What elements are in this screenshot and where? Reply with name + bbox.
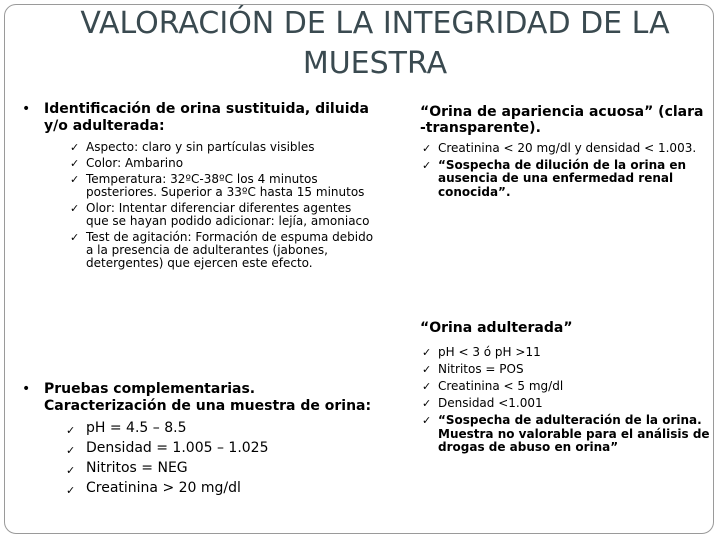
list-pruebas [66,418,366,498]
checkmark-icon: ✓ [422,414,432,427]
list-item: ✓ “Sospecha de dilución de la orina en ausencia de una enfermedad renal conocida”. [422,157,687,199]
checkmark-icon: ✓ [70,141,80,154]
list-item: ✓ Olor: Intentar diferenciar diferentes agentes que se hayan podido adicionar: lejía, amoniaco [70,201,370,228]
checkmark-icon: ✓ [70,173,80,186]
list-item: ✓ Densidad <1.001 [422,396,543,410]
list-acuosa [422,142,712,199]
checkmark-icon: ✓ [422,397,432,410]
checkmark-icon: ✓ [422,158,432,172]
bullet-dot-icon: • [22,381,31,397]
checkmark-icon: ✓ [66,484,76,497]
section-heading-identificacion: Identificación de orina sustituida, diluida y/o adulterada: [44,101,369,134]
section-heading-pruebas: Pruebas complementarias. Caracterización de una muestra de orina: [44,381,372,414]
checkmark-icon: ✓ [422,142,432,155]
checkmark-icon: ✓ [66,464,76,477]
list-item: ✓ pH = 4.5 – 8.5 [66,418,366,438]
list-item: ✓ Nitritos = NEG [66,458,366,478]
checkmark-icon: ✓ [422,346,432,359]
list-item: ✓ Nitritos = POS [422,362,524,376]
checkmark-icon: ✓ [70,157,80,170]
section-heading-acuosa: “Orina de apariencia acuosa” (clara -transparente). [420,104,704,136]
checkmark-icon: ✓ [66,424,76,437]
list-item: ✓ Aspecto: claro y sin partículas visibles [70,140,315,154]
section-heading-adulterada: “Orina adulterada” [420,320,573,336]
list-item: ✓ Creatinina > 20 mg/dl [66,478,366,498]
checkmark-icon: ✓ [422,380,432,393]
list-item: ✓ Temperatura: 32ºC-38ºC los 4 minutos posteriores. Superior a 33ºC hasta 15 minutos [70,172,365,199]
checkmark-icon: ✓ [70,202,80,215]
list-identificacion [70,141,375,270]
checkmark-icon: ✓ [422,363,432,376]
list-item: ✓ Color: Ambarino [70,156,184,170]
list-item: ✓ Creatinina < 5 mg/dl [422,379,564,393]
checkmark-icon: ✓ [66,444,76,457]
list-item: ✓ Test de agitación: Formación de espuma debido a la presencia de adulterantes (jabones, detergentes) que ejercen este efecto. [70,230,374,270]
list-item: ✓ “Sospecha de adulteración de la orina. Muestra no valorable para el análisis de drogas de abuso en orina” [422,413,710,454]
bullet-dot-icon: • [22,101,31,117]
checkmark-icon: ✓ [70,231,80,244]
page-title: VALORACIÓN DE LA INTEGRIDAD DE LA MUESTRA [80,6,670,81]
list-item: ✓ pH < 3 ó pH >11 [422,345,541,359]
list-item: ✓ Creatinina < 20 mg/dl y densidad < 1.003. [422,141,697,155]
list-adulterada [422,344,712,455]
list-item: ✓ Densidad = 1.005 – 1.025 [66,438,366,458]
